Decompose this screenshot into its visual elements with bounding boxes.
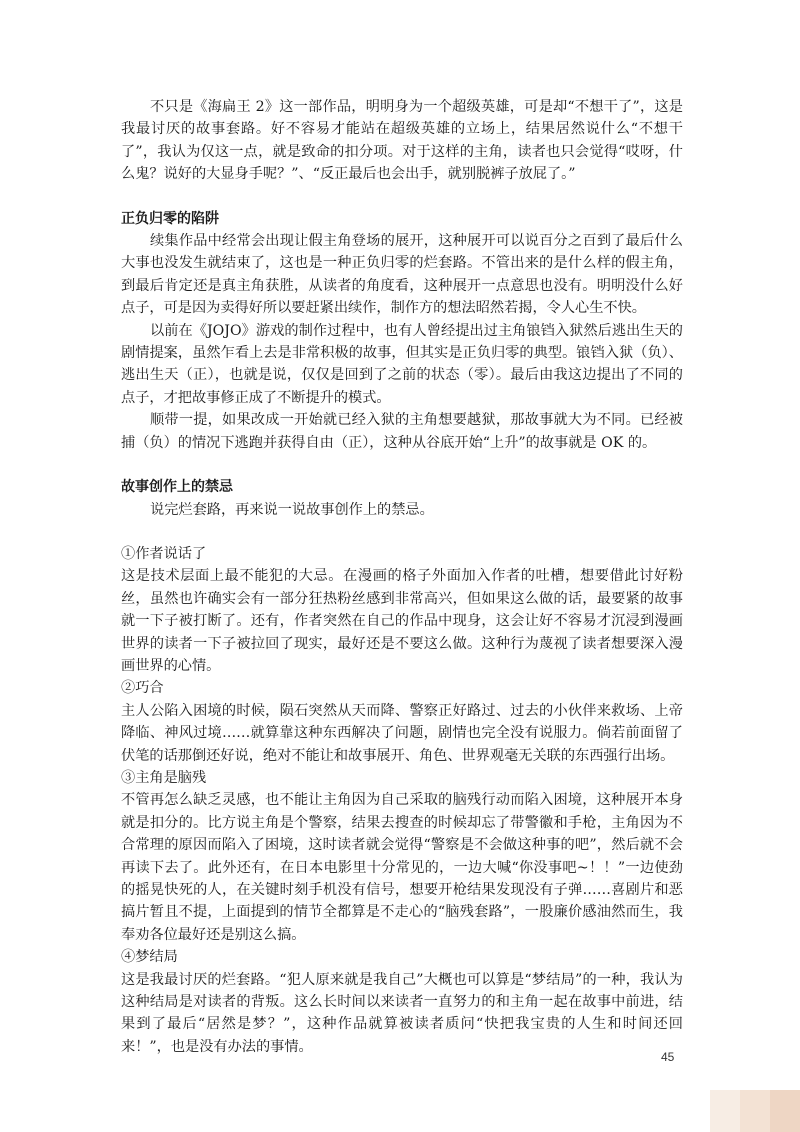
body-paragraph: 以前在《JOJO》游戏的制作过程中，也有人曾经提出过主角锒铛入狱然后逃出生天的剧情提案，虽然乍看上去是非常积极的故事，但其实是正负归零的典型。锒铛入狱（负）、逃出生天（正），也就是说，仅仅是回到了之前的状态（零）。最后由我这边提出了不同的点子，才把故事修正成了不断提升的模式。 xyxy=(121,322,683,406)
intro-paragraph: 不只是《海扁王 2》这一部作品，明明身为一个超级英雄，可是却“不想干了”，这是我最讨厌的故事套路。好不容易才能站在超级英雄的立场上，结果居然说什么“不想干了”，我认为仅这一点，就是致命的扣分项。对于这样的主角，读者也只会觉得“哎呀，什么鬼？说好的大显身手呢？”、“反正最后也会出手，就别脱裤子放屁了。” xyxy=(121,99,683,183)
page-content xyxy=(121,96,683,1058)
corner-block xyxy=(740,1090,770,1132)
taboo-item-title: ③主角是脑残 xyxy=(121,769,207,786)
section-heading-zero-sum-trap: 正负归零的陷阱 xyxy=(121,210,219,227)
body-paragraph: 续集作品中经常会出现让假主角登场的展开，这种展开可以说百分之百到了最后什么大事也没发生就结束了，这也是一种正负归零的烂套路。不管出来的是什么样的假主角，到最后肯定还是真主角获胜，从读者的角度看，这种展开一点意思也没有。明明没什么好点子，可是因为卖得好所以要赶紧出续作，制作方的想法昭然若揭，令人心生不快。 xyxy=(121,233,683,317)
section-intro: 说完烂套路，再来说一说故事创作上的禁忌。 xyxy=(150,501,434,518)
taboo-item-text: 不管再怎么缺乏灵感，也不能让主角因为自己采取的脑残行动而陷入困境，这种展开本身就是扣分的。比方说主角是个警察，结果去搜查的时候却忘了带警徽和手枪，主角因为不合常理的原因而陷入了困境，这时读者就会觉得“警察是不会做这种事的吧”，然后就不会再读下去了。此外还有，在日本电影里十分常见的，一边大喊“你没事吧~！！”一边使劲的摇晃快死的人，在关键时刻手机没有信号，想要开枪结果发现没有子弹……喜剧片和恶搞片暂且不提，上面提到的情节全都算是不走心的“脑残套路”，一股廉价感油然而生，我奉劝各位最好还是别这么搞。 xyxy=(121,792,683,943)
taboo-item-title: ④梦结局 xyxy=(121,949,178,966)
taboo-item-title: ②巧合 xyxy=(121,680,164,697)
taboo-item-text: 这是技术层面上最不能犯的大忌。在漫画的格子外面加入作者的吐槽，想要借此讨好粉丝，虽然也许确实会有一部分狂热粉丝感到非常高兴，但如果这么做的话，最要紧的故事就一下子被打断了。还有，作者突然在自己的作品中现身，这会让好不容易才沉浸到漫画世界的读者一下子被拉回了现实，最好还是不要这么做。这种行为蔑视了读者想要深入漫画世界的心情。 xyxy=(121,568,683,674)
section-heading-taboos: 故事创作上的禁忌 xyxy=(121,479,233,496)
corner-block xyxy=(710,1090,740,1132)
corner-decoration xyxy=(710,1090,800,1132)
body-paragraph: 顺带一提，如果改成一开始就已经入狱的主角想要越狱，那故事就大为不同。已经被捕（负）的情况下逃跑并获得自由（正），这种从谷底开始“上升”的故事就是 OK 的。 xyxy=(121,412,683,451)
taboo-item-text: 主人公陷入困境的时候，陨石突然从天而降、警察正好路过、过去的小伙伴来救场、上帝降临、神风过境……就算靠这种东西解决了问题，剧情也完全没有说服力。倘若前面留了伏笔的话那倒还好说，绝对不能让和故事展开、角色、世界观毫无关联的东西强行出场。 xyxy=(121,702,683,764)
taboo-item-title: ①作者说话了 xyxy=(121,545,207,562)
page-number: 45 xyxy=(661,1050,675,1064)
taboo-item-text: 这是我最讨厌的烂套路。“犯人原来就是我自己”大概也可以算是“梦结局”的一种，我认为这种结局是对读者的背叛。这么长时间以来读者一直努力的和主角一起在故事中前进，结果到了最后“居然是梦？”，这种作品就算被读者质问“快把我宝贵的人生和时间还回来！”，也是没有办法的事情。 xyxy=(121,971,683,1055)
corner-block xyxy=(770,1090,800,1132)
